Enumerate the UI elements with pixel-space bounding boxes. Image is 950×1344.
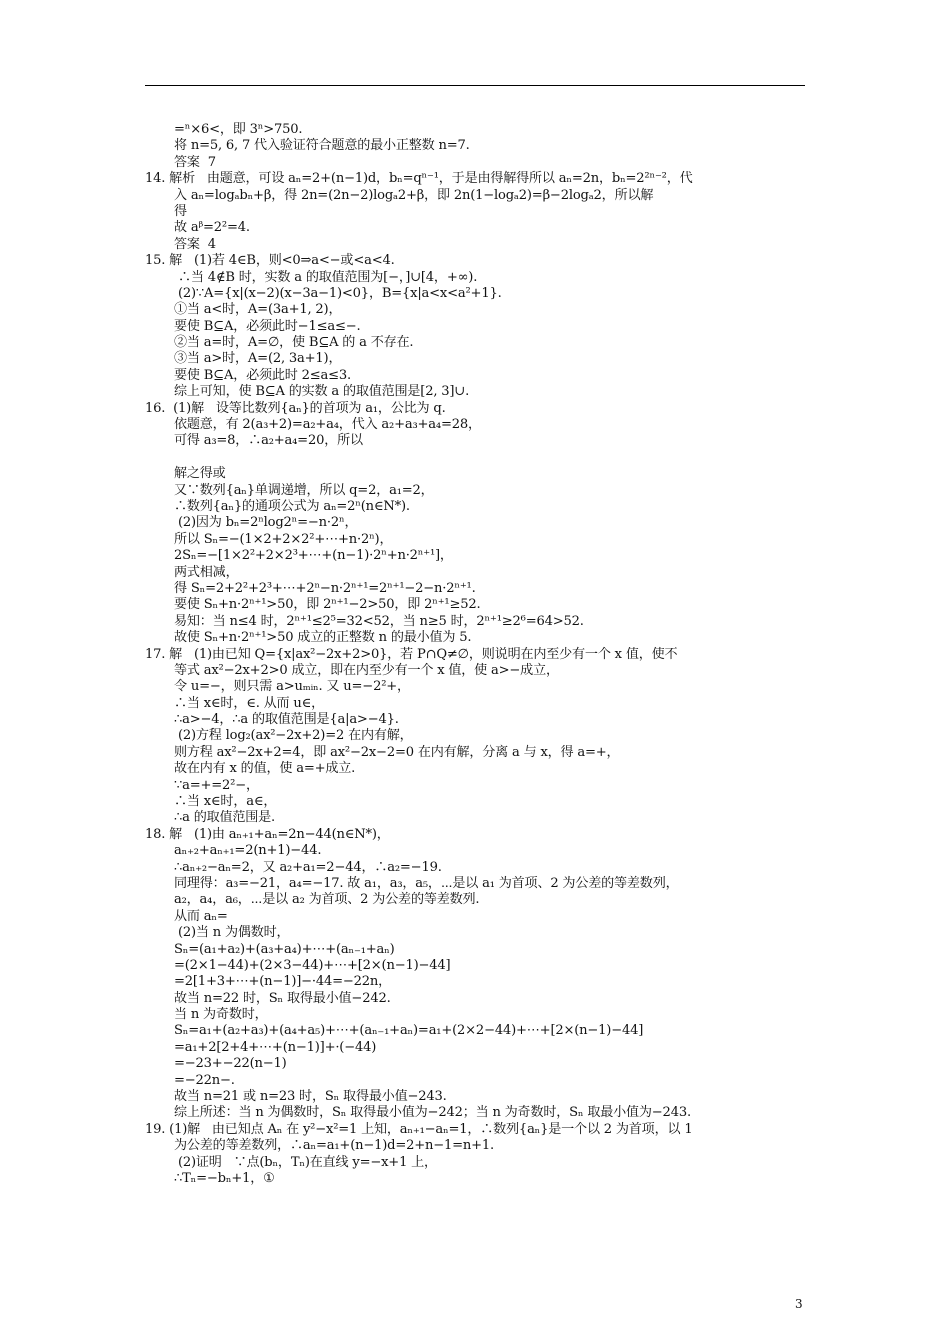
text-line: 故使 Sₙ+n·2ⁿ⁺¹>50 成立的正整数 n 的最小值为 5. <box>174 630 472 646</box>
text-line: 当 n 为奇数时， <box>174 1007 268 1023</box>
text-line: 等式 ax²−2x+2>0 成立，即在内至少有一个 x 值，使 a>−成立， <box>174 662 559 678</box>
text-line: 16. (1)解 设等比数列{aₙ}的首项为 a₁，公比为 q. <box>145 400 446 416</box>
text-line: ∴当 4∉B 时，实数 a 的取值范围为[−，]∪[4，+∞). <box>174 269 478 285</box>
text-line: 答案 7 <box>174 154 216 170</box>
text-line: =a₁+2[2+4+⋯+(n−1)]+·(−44) <box>174 1039 377 1055</box>
text-line: 18. 解 (1)由 aₙ₊₁+aₙ=2n−44(n∈N*)， <box>145 826 390 842</box>
text-line: 得 Sₙ=2+2²+2³+⋯+2ⁿ−n·2ⁿ⁺¹=2ⁿ⁺¹−2−n·2ⁿ⁺¹. <box>174 580 476 596</box>
text-line: 19. (1)解 由已知点 Aₙ 在 y²−x²=1 上知，aₙ₊₁−aₙ=1，∴数列{aₙ}是一个以 2 为首项，以 1 <box>145 1121 693 1137</box>
text-line: ∴Tₙ=−bₙ+1，① <box>174 1171 275 1186</box>
text-line: 15. 解 (1)若 4∈B，则<0⇒a<−或<a<4. <box>145 253 395 269</box>
text-line: 要使 Sₙ+n·2ⁿ⁺¹>50，即 2ⁿ⁺¹−2>50，即 2ⁿ⁺¹≥52. <box>174 597 481 613</box>
text-line: 要使 B⊆A，必须此时 2≤a≤3. <box>174 367 352 383</box>
text-line: Sₙ=(a₁+a₂)+(a₃+a₄)+⋯+(aₙ₋₁+aₙ) <box>174 941 395 957</box>
text-line: =2[1+3+⋯+(n−1)]−·44=−22n， <box>174 974 392 990</box>
text-line: (2)因为 bₙ=2ⁿlog2ⁿ=−n·2ⁿ， <box>174 515 358 531</box>
text-line: ∵a=+=2²−， <box>174 777 259 793</box>
text-line: 依题意，有 2(a₃+2)=a₂+a₄，代入 a₂+a₃+a₄=28， <box>174 417 481 433</box>
solution-text <box>145 122 809 1187</box>
text-line: (2)证明 ∵点(bₙ，Tₙ)在直线 y=−x+1 上， <box>174 1154 437 1170</box>
text-line: 将 n=5, 6, 7 代入验证符合题意的最小正整数 n=7. <box>174 138 470 154</box>
text-line: ∴a 的取值范围是. <box>174 810 276 826</box>
text-line: (2)∵A={x|(x−2)(x−3a−1)<0}，B={x|a<x<a²+1}. <box>174 285 502 301</box>
text-line: Sₙ=a₁+(a₂+a₃)+(a₄+a₅)+⋯+(aₙ₋₁+aₙ)=a₁+(2×2−44)+⋯+[2×(n−1)−44] <box>174 1023 644 1039</box>
text-line: 则方程 ax²−2x+2=4，即 ax²−2x−2=0 在内有解，分离 a 与 x，得 a=+， <box>174 744 620 760</box>
text-line: 故当 n=22 时，Sₙ 取得最小值−242. <box>174 990 391 1006</box>
text-line: (2)当 n 为偶数时， <box>174 925 290 941</box>
text-line: 故在内有 x 的值，使 a=+成立. <box>174 761 356 777</box>
text-line: (2)方程 log₂(ax²−2x+2)=2 在内有解， <box>174 728 413 744</box>
text-line: 又∵数列{aₙ}单调递增，所以 q=2，a₁=2， <box>174 482 434 498</box>
text-line: 同理得：a₃=−21，a₄=−17. 故 a₁，a₃，a₅，⋯是以 a₁ 为首项、2 为公差的等差数列， <box>174 875 679 891</box>
text-line: =(2×1−44)+(2×3−44)+⋯+[2×(n−1)−44] <box>174 957 451 973</box>
text-line: 答案 4 <box>174 236 216 252</box>
text-line: 易知：当 n≤4 时，2ⁿ⁺¹≤2⁵=32<52，当 n≥5 时，2ⁿ⁺¹≥2⁶=64>52. <box>174 613 584 629</box>
text-line: 两式相减， <box>174 564 239 580</box>
page-number: 3 <box>795 1297 803 1311</box>
text-line: 所以 Sₙ=−(1×2+2×2²+⋯+n·2ⁿ)， <box>174 531 393 547</box>
text-line: 综上可知，使 B⊆A 的实数 a 的取值范围是[2, 3]∪. <box>174 384 470 400</box>
text-line: 2Sₙ=−[1×2²+2×2³+⋯+(n−1)·2ⁿ+n·2ⁿ⁺¹]， <box>174 548 453 564</box>
text-line <box>145 450 809 466</box>
text-line: ∴当 x∈时，a∈， <box>174 794 277 810</box>
text-line: =−23+−22(n−1) <box>174 1056 287 1072</box>
text-line: 要使 B⊆A，必须此时−1≤a≤−. <box>174 318 361 334</box>
text-line: 故当 n=21 或 n=23 时，Sₙ 取得最小值−243. <box>174 1089 447 1105</box>
text-line: 从而 aₙ= <box>174 908 228 924</box>
text-line: =ⁿ×6<，即 3ⁿ>750. <box>174 122 303 137</box>
text-line: ∴aₙ₊₂−aₙ=2，又 a₂+a₁=2−44，∴a₂=−19. <box>174 859 442 875</box>
text-line: 解之得或 <box>174 466 226 482</box>
text-line: ①当 a<时，A=(3a+1, 2)， <box>174 302 342 318</box>
text-line: 综上所述：当 n 为偶数时，Sₙ 取得最小值为−242；当 n 为奇数时，Sₙ 取最小值为−243. <box>174 1105 691 1121</box>
text-line: 入 aₙ=logₐbₙ+β，得 2n=(2n−2)logₐ2+β，即 2n(1−logₐ2)=β−2logₐ2，所以解 <box>174 187 654 203</box>
text-line: 得 <box>174 203 187 219</box>
text-line: 故 aᵝ=2²=4. <box>174 220 250 236</box>
text-line: aₙ₊₂+aₙ₊₁=2(n+1)−44. <box>174 843 322 859</box>
text-line: 14. 解析 由题意，可设 aₙ=2+(n−1)d，bₙ=qⁿ⁻¹，于是由得解得所以 aₙ=2n，bₙ=2²ⁿ⁻²，代 <box>145 171 693 187</box>
header-rule <box>145 85 805 86</box>
text-line: ②当 a=时，A=∅，使 B⊆A 的 a 不存在. <box>174 335 414 351</box>
text-line: ∴当 x∈时，∈. 从而 u∈， <box>174 695 324 711</box>
text-line: a₂，a₄，a₆，⋯是以 a₂ 为首项、2 为公差的等差数列. <box>174 892 480 908</box>
text-line: 令 u=−，则只需 a>uₘᵢₙ. 又 u=−2²+， <box>174 679 410 695</box>
text-line: ∴a>−4，∴a 的取值范围是{a|a>−4}. <box>174 712 399 728</box>
text-line: =−22n−. <box>174 1072 235 1088</box>
text-line: 为公差的等差数列，∴aₙ=a₁+(n−1)d=2+n−1=n+1. <box>174 1138 495 1154</box>
text-line: ∴数列{aₙ}的通项公式为 aₙ=2ⁿ(n∈N*). <box>174 498 410 514</box>
text-line: ③当 a>时，A=(2, 3a+1)， <box>174 351 342 367</box>
text-line: 17. 解 (1)由已知 Q={x|ax²−2x+2>0}，若 P∩Q≠∅，则说明在内至少有一个 x 值，使不 <box>145 646 678 662</box>
text-line: 可得 a₃=8，∴a₂+a₄=20，所以 <box>174 433 363 449</box>
